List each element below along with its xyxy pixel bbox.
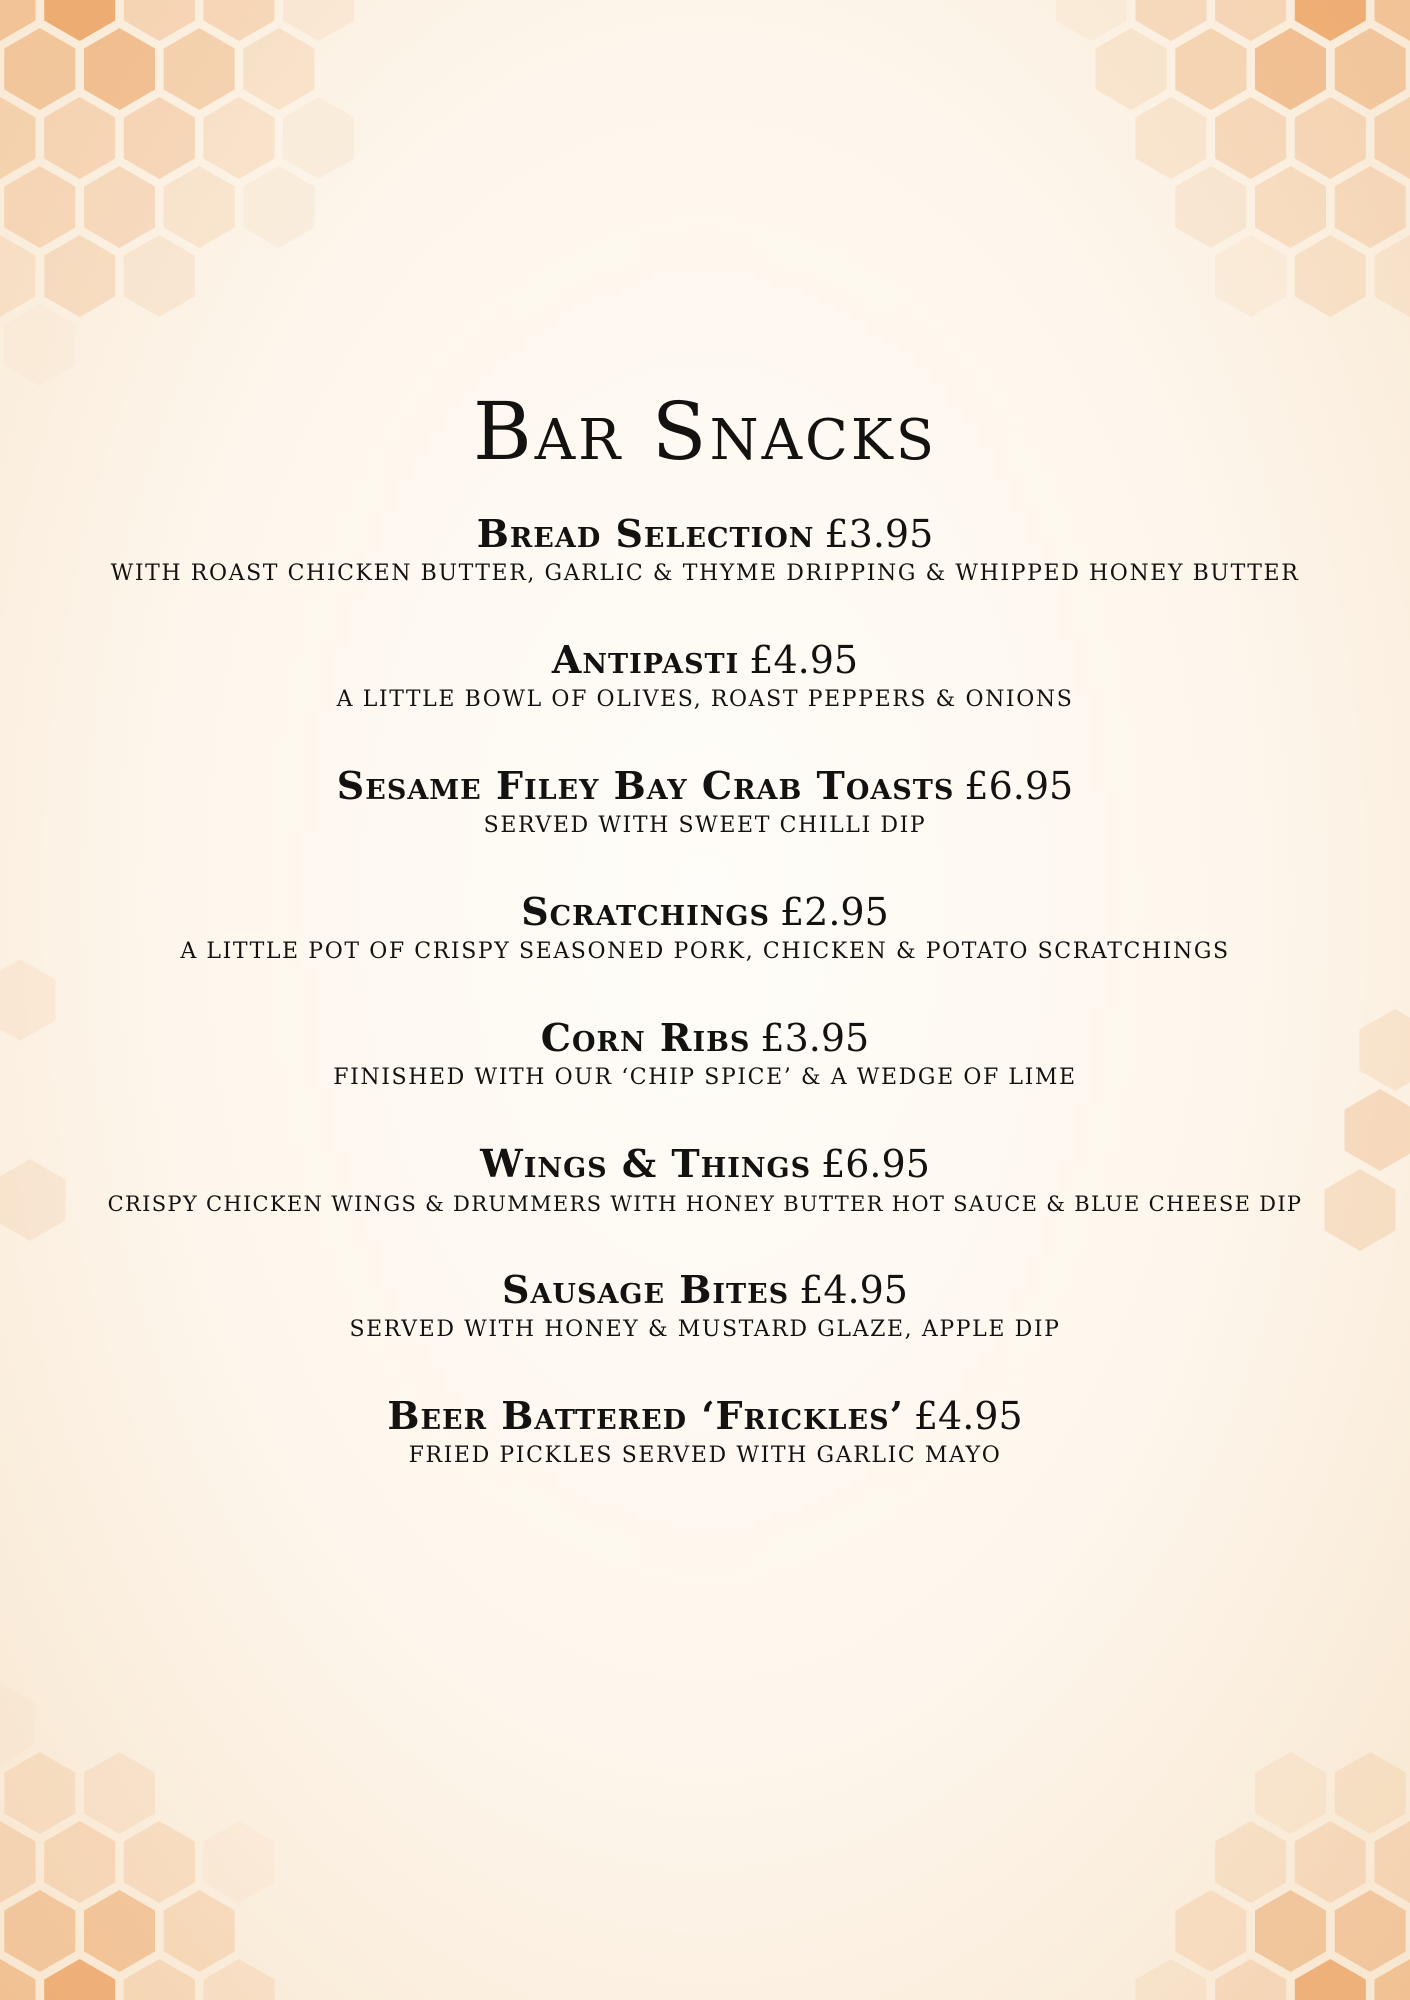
honeycomb-cell bbox=[44, 0, 115, 41]
honeycomb-cell bbox=[1295, 0, 1366, 41]
honeycomb-cell bbox=[84, 1752, 155, 1834]
menu-item bbox=[0, 510, 1410, 588]
item-price: £2.95 bbox=[780, 890, 889, 934]
item-description: A LITTLE POT OF CRISPY SEASONED PORK, CHICKEN & POTATO SCRATCHINGS bbox=[180, 939, 1230, 964]
menu-item bbox=[0, 1014, 1410, 1092]
honeycomb-cell bbox=[84, 28, 155, 110]
item-description: SERVED WITH SWEET CHILLI DIP bbox=[483, 813, 927, 838]
honeycomb-cell bbox=[243, 166, 314, 248]
honeycomb-cell bbox=[1335, 1752, 1406, 1834]
menu-item bbox=[0, 1140, 1410, 1218]
item-price: £4.95 bbox=[749, 638, 859, 682]
menu-item bbox=[0, 762, 1410, 840]
honeycomb-cell bbox=[204, 0, 275, 41]
item-price: £6.95 bbox=[821, 1142, 930, 1186]
item-description: FINISHED WITH OUR ‘CHIP SPICE’ & A WEDGE OF LIME bbox=[333, 1065, 1077, 1090]
item-price: £4.95 bbox=[799, 1268, 908, 1312]
item-description: CRISPY CHICKEN WINGS & DRUMMERS WITH HONEY BUTTER HOT SAUCE & BLUE CHEESE DIP bbox=[107, 1192, 1303, 1216]
item-price: £4.95 bbox=[913, 1394, 1023, 1438]
item-name: Scratchings bbox=[521, 889, 770, 934]
menu-title: Bar Snacks bbox=[472, 385, 938, 478]
honeycomb-cell bbox=[0, 235, 36, 317]
honeycomb-cell bbox=[124, 0, 195, 41]
honeycomb-cell bbox=[0, 97, 36, 179]
honeycomb-cell bbox=[0, 1821, 36, 1903]
honeycomb-cell bbox=[0, 1683, 36, 1765]
honeycomb-cell bbox=[124, 97, 195, 179]
honeycomb-cell bbox=[1375, 235, 1410, 317]
menu-item bbox=[0, 636, 1410, 714]
item-name: Sesame Filey Bay Crab Toasts bbox=[336, 763, 955, 808]
honeycomb-cell bbox=[124, 1959, 195, 2000]
honeycomb-cell bbox=[124, 235, 195, 317]
honeycomb-cell bbox=[1295, 1821, 1366, 1903]
honeycomb-cell bbox=[1255, 1890, 1326, 1972]
honeycomb-cell bbox=[1215, 235, 1286, 317]
honeycomb-cell bbox=[1175, 166, 1246, 248]
honeycomb-cell bbox=[1175, 1890, 1246, 1972]
honeycomb-cell bbox=[44, 1959, 115, 2000]
honeycomb-cell bbox=[204, 97, 275, 179]
honeycomb-cell bbox=[204, 1821, 275, 1903]
honeycomb-cell bbox=[204, 1959, 275, 2000]
item-price: £3.95 bbox=[824, 512, 934, 556]
honeycomb-cell bbox=[1375, 97, 1410, 179]
honeycomb-cell bbox=[44, 235, 115, 317]
honeycomb-cell bbox=[4, 304, 75, 386]
honeycomb-cell bbox=[283, 0, 354, 41]
honeycomb-cell bbox=[1215, 1821, 1286, 1903]
honeycomb-cell bbox=[1136, 0, 1207, 41]
honeycomb-cell bbox=[1295, 97, 1366, 179]
honeycomb-cell bbox=[164, 28, 235, 110]
honeycomb-cell bbox=[243, 28, 314, 110]
menu-item bbox=[0, 888, 1410, 966]
menu-item bbox=[0, 1392, 1410, 1470]
honeycomb-cell bbox=[1136, 1959, 1207, 2000]
honeycomb-cell bbox=[4, 1752, 75, 1834]
honeycomb-cell bbox=[1175, 28, 1246, 110]
honeycomb-cell bbox=[84, 1890, 155, 1972]
honeycomb-cell bbox=[1096, 28, 1167, 110]
honeycomb-cell bbox=[1056, 0, 1127, 41]
honeycomb-cell bbox=[164, 166, 235, 248]
item-name: Beer Battered ‘Frickles’ bbox=[387, 1393, 904, 1438]
honeycomb-cell bbox=[1215, 97, 1286, 179]
honeycomb-cell bbox=[1255, 28, 1326, 110]
item-description: SERVED WITH HONEY & MUSTARD GLAZE, APPLE DIP bbox=[349, 1317, 1061, 1342]
honeycomb-cell bbox=[4, 166, 75, 248]
honeycomb-cell bbox=[4, 28, 75, 110]
honeycomb-cell bbox=[44, 97, 115, 179]
honeycomb-cell bbox=[1295, 235, 1366, 317]
item-name: Bread Selection bbox=[476, 511, 815, 556]
honeycomb-cell bbox=[84, 166, 155, 248]
honeycomb-cell bbox=[283, 97, 354, 179]
honeycomb-cell bbox=[124, 1821, 195, 1903]
item-description: A LITTLE BOWL OF OLIVES, ROAST PEPPERS & ONIONS bbox=[336, 687, 1074, 712]
item-name: Wings & Things bbox=[480, 1141, 812, 1186]
honeycomb-cell bbox=[164, 1890, 235, 1972]
honeycomb-cell bbox=[1335, 166, 1406, 248]
honeycomb-cell bbox=[1375, 1821, 1410, 1903]
item-name: Antipasti bbox=[551, 637, 740, 682]
honeycomb-cell bbox=[1295, 1959, 1366, 2000]
honeycomb-cell bbox=[44, 1821, 115, 1903]
item-price: £6.95 bbox=[964, 764, 1074, 808]
honeycomb-cell bbox=[1255, 1752, 1326, 1834]
item-price: £3.95 bbox=[760, 1016, 870, 1060]
honeycomb-cell bbox=[1335, 28, 1406, 110]
honeycomb-cell bbox=[4, 1890, 75, 1972]
item-description: WITH ROAST CHICKEN BUTTER, GARLIC & THYME DRIPPING & WHIPPED HONEY BUTTER bbox=[110, 561, 1300, 586]
honeycomb-cell bbox=[1136, 97, 1207, 179]
item-name: Sausage Bites bbox=[502, 1267, 790, 1312]
item-name: Corn Ribs bbox=[540, 1015, 751, 1060]
menu-item bbox=[0, 1266, 1410, 1344]
honeycomb-cell bbox=[1255, 166, 1326, 248]
honeycomb-cell bbox=[1215, 1959, 1286, 2000]
honeycomb-cell bbox=[1215, 0, 1286, 41]
item-description: FRIED PICKLES SERVED WITH GARLIC MAYO bbox=[408, 1443, 1002, 1468]
honeycomb-cell bbox=[1335, 1890, 1406, 1972]
